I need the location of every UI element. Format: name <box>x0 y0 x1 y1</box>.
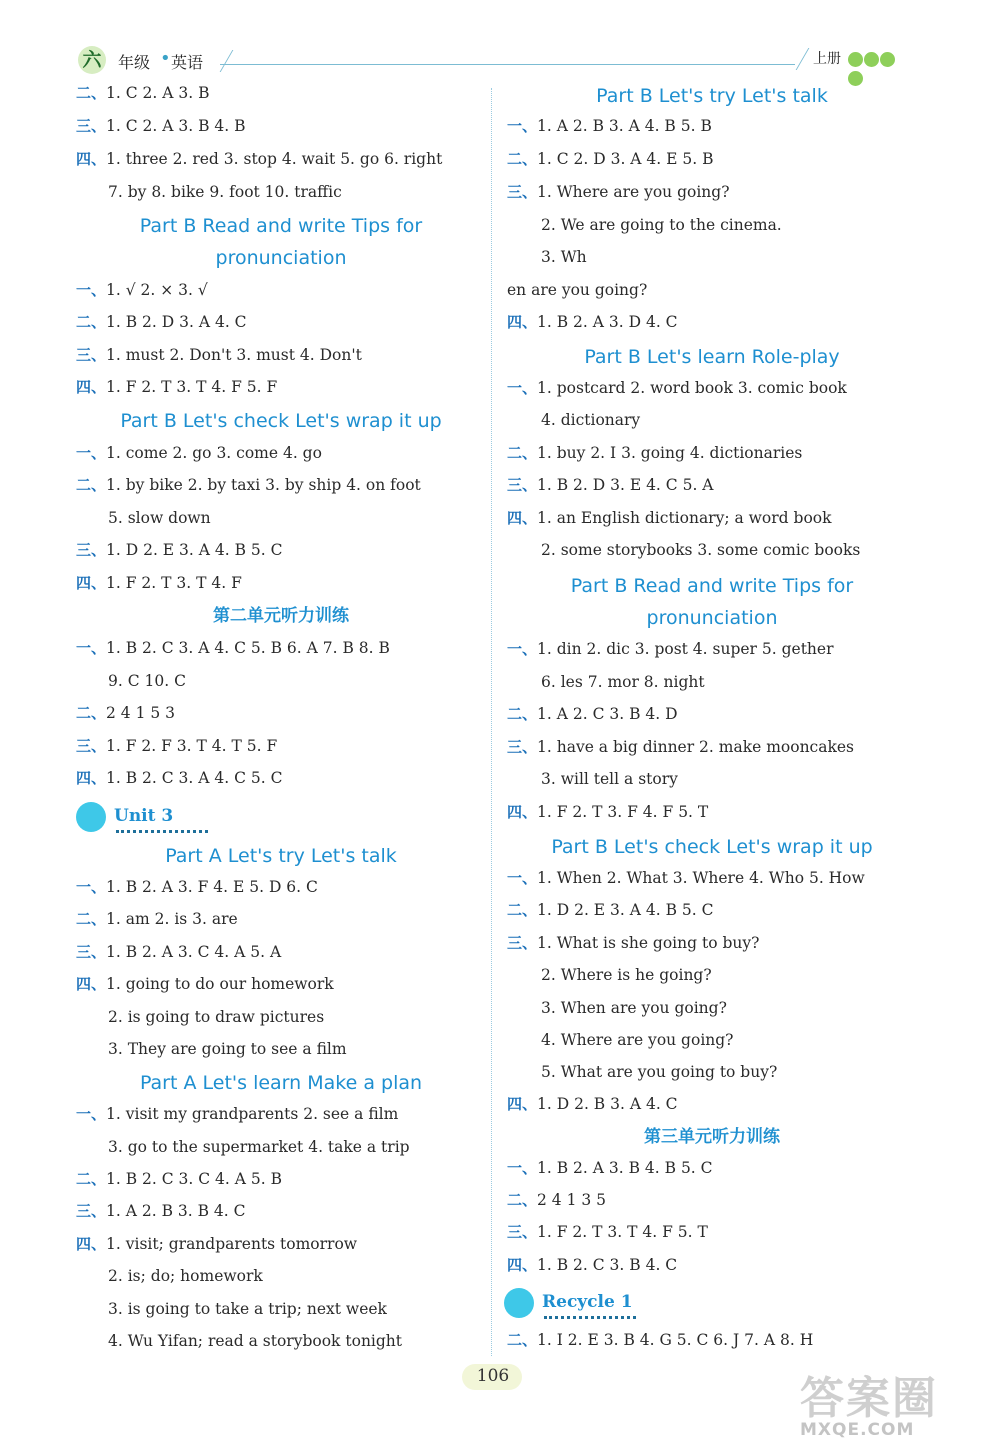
answer-line: 4. dictionary <box>541 411 641 429</box>
answer-line: 四、1. B 2. C 3. A 4. C 5. C <box>76 769 283 787</box>
section-heading: Part A Let's learn Make a plan <box>139 1072 423 1094</box>
section-heading: Part B Let's check Let's wrap it up <box>551 836 873 858</box>
answer-line: 一、1. din 2. dic 3. post 4. super 5. gether <box>507 640 834 658</box>
answer-line: 一、1. postcard 2. word book 3. comic book <box>507 379 847 397</box>
answer-line: 三、1. B 2. D 3. E 4. C 5. A <box>507 476 714 494</box>
answer-line: 一、1. B 2. A 3. F 4. E 5. D 6. C <box>76 878 318 896</box>
answer-line: 二、1. buy 2. I 3. going 4. dictionaries <box>507 444 803 462</box>
answer-line: 二、1. B 2. C 3. C 4. A 5. B <box>76 1170 282 1188</box>
section-heading: Part A Let's try Let's talk <box>165 845 397 867</box>
answer-line: 四、1. F 2. T 3. F 4. F 5. T <box>507 803 709 821</box>
answer-line: 三、1. have a big dinner 2. make mooncakes <box>507 738 854 756</box>
answer-line: 二、1. D 2. E 3. A 4. B 5. C <box>507 901 714 919</box>
header-slash-decoration <box>200 50 234 72</box>
answer-line: en are you going? <box>507 281 648 299</box>
section-heading: Part B Read and write Tips for <box>139 215 423 237</box>
section-heading: 第三单元听力训练 <box>644 1127 780 1147</box>
volume-label: 上册 <box>813 51 841 67</box>
section-heading: Part B Let's check Let's wrap it up <box>120 410 442 432</box>
answer-line: 5. slow down <box>108 509 211 527</box>
grade-badge: 六 <box>78 46 106 74</box>
answer-line: 二、1. am 2. is 3. are <box>76 910 238 928</box>
answer-line: 3. When are you going? <box>541 999 727 1017</box>
answer-line: 三、1. B 2. A 3. C 4. A 5. A <box>76 943 282 961</box>
answer-line: 三、1. C 2. A 3. B 4. B <box>76 117 246 135</box>
answer-line: 一、1. B 2. C 3. A 4. C 5. B 6. A 7. B 8. B <box>76 639 390 657</box>
answer-line: 2. some storybooks 3. some comic books <box>541 541 861 559</box>
answer-line: 一、1. B 2. A 3. B 4. B 5. C <box>507 1159 713 1177</box>
answer-line: 2. Where is he going? <box>541 966 712 984</box>
section-heading: 第二单元听力训练 <box>213 606 349 626</box>
grade-label: 年级 <box>118 53 151 72</box>
answer-line: 3. is going to take a trip; next week <box>108 1300 387 1318</box>
answer-line: 3. They are going to see a film <box>108 1040 347 1058</box>
answer-line: 四、1. going to do our homework <box>76 975 334 993</box>
answer-line: 9. C 10. C <box>108 672 186 690</box>
answer-line: 5. What are you going to buy? <box>541 1063 778 1081</box>
answer-line: 一、1. When 2. What 3. Where 4. Who 5. How <box>507 869 865 887</box>
separator-dot-icon: • <box>160 48 171 69</box>
answer-line: 一、1. come 2. go 3. come 4. go <box>76 444 322 462</box>
page-number: 106 <box>476 1366 510 1386</box>
answer-line: 四、1. visit; grandparents tomorrow <box>76 1235 358 1253</box>
answer-line: 2. is; do; homework <box>108 1267 263 1285</box>
answer-line: 3. go to the supermarket 4. take a trip <box>108 1138 410 1156</box>
answer-line: 三、1. must 2. Don't 3. must 4. Don't <box>76 346 362 364</box>
answer-line: 2. We are going to the cinema. <box>541 216 782 234</box>
unit-ball-icon <box>76 802 106 832</box>
answer-line: 四、1. F 2. T 3. T 4. F 5. F <box>76 378 278 396</box>
page-header <box>78 44 908 76</box>
unit-dots-decoration <box>116 830 208 833</box>
answer-line: 二、1. A 2. C 3. B 4. D <box>507 705 678 723</box>
unit-title: Unit 3 <box>114 806 174 826</box>
answer-line: 四、1. an English dictionary; a word book <box>507 509 832 527</box>
answer-line: 3. Wh <box>541 248 587 266</box>
watermark-url: MXQE.COM <box>800 1420 915 1440</box>
answer-line: 一、1. visit my grandparents 2. see a film <box>76 1105 399 1123</box>
answer-line: 三、1. Where are you going? <box>507 183 730 201</box>
answer-line: 4. Where are you going? <box>541 1031 734 1049</box>
answer-line: 三、1. A 2. B 3. B 4. C <box>76 1202 246 1220</box>
answer-line: 三、1. F 2. T 3. T 4. F 5. T <box>507 1223 708 1241</box>
answer-line: 二、1. B 2. D 3. A 4. C <box>76 313 247 331</box>
answer-line: 一、1. √ 2. × 3. √ <box>76 281 208 299</box>
answer-line: 一、1. A 2. B 3. A 4. B 5. B <box>507 117 712 135</box>
answer-line: 二、1. by bike 2. by taxi 3. by ship 4. on foot <box>76 476 421 494</box>
unit-ball-icon <box>504 1288 534 1318</box>
section-heading: pronunciation <box>646 607 778 629</box>
section-heading: Part B Let's learn Role-play <box>584 346 840 368</box>
answer-line: 二、2 4 1 3 5 <box>507 1191 607 1209</box>
answer-line: 4. Wu Yifan; read a storybook tonight <box>108 1332 403 1350</box>
header-rule <box>220 64 795 65</box>
answer-line: 三、1. What is she going to buy? <box>507 934 760 952</box>
section-heading: pronunciation <box>215 247 347 269</box>
section-heading: Part B Let's try Let's talk <box>596 85 828 107</box>
answer-line: 三、1. D 2. E 3. A 4. B 5. C <box>76 541 283 559</box>
answer-line: 二、2 4 1 5 3 <box>76 704 176 722</box>
answer-line: 2. is going to draw pictures <box>108 1008 325 1026</box>
section-heading: Part B Read and write Tips for <box>570 575 854 597</box>
answer-line: 二、1. C 2. A 3. B <box>76 84 210 102</box>
subject-label: 英语 <box>171 53 204 72</box>
recycle-title: Recycle 1 <box>542 1292 633 1312</box>
header-slash-decoration <box>784 48 810 70</box>
answer-line: 四、1. B 2. A 3. D 4. C <box>507 313 678 331</box>
unit-dots-decoration <box>544 1316 636 1319</box>
column-divider <box>491 88 492 1356</box>
watermark-logo <box>800 1362 985 1442</box>
answer-line: 四、1. F 2. T 3. T 4. F <box>76 574 242 592</box>
answer-line: 三、1. F 2. F 3. T 4. T 5. F <box>76 737 278 755</box>
answer-line: 四、1. three 2. red 3. stop 4. wait 5. go 6. right <box>76 150 443 168</box>
answer-line: 二、1. C 2. D 3. A 4. E 5. B <box>507 150 714 168</box>
answer-line: 3. will tell a story <box>541 770 678 788</box>
watermark-title: 答案圈 <box>800 1373 938 1424</box>
answer-line: 四、1. D 2. B 3. A 4. C <box>507 1095 678 1113</box>
answer-line: 四、1. B 2. C 3. B 4. C <box>507 1256 678 1274</box>
answer-line: 6. les 7. mor 8. night <box>541 673 705 691</box>
answer-line: 二、1. I 2. E 3. B 4. G 5. C 6. J 7. A 8. H <box>507 1331 814 1349</box>
answer-line: 7. by 8. bike 9. foot 10. traffic <box>108 183 342 201</box>
